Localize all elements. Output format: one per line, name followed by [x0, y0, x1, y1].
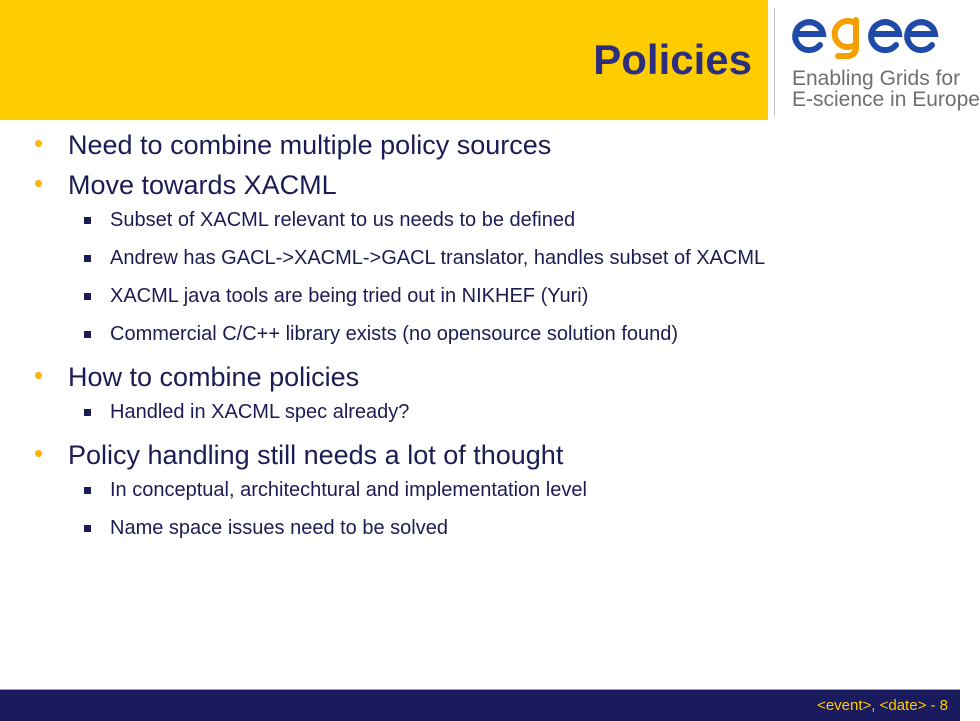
sub-bullet-text: Handled in XACML spec already?	[110, 401, 410, 423]
square-bullet-icon	[84, 409, 91, 416]
sub-bullet-text: Andrew has GACL->XACML->GACL translator, handles subset of XACML	[110, 247, 766, 269]
sub-bullet-item	[34, 400, 910, 425]
sub-bullet-item	[34, 322, 910, 347]
bullet-text: Policy handling still needs a lot of thought	[68, 440, 564, 470]
sub-bullet-item	[34, 246, 910, 271]
bullet-dot-icon: •	[34, 168, 44, 198]
slide-content	[34, 128, 934, 554]
bullet-item	[34, 360, 934, 394]
bullet-item	[34, 168, 934, 202]
footer-bar	[0, 689, 960, 721]
logo-tagline-line2: E-science in Europe	[792, 88, 980, 111]
sub-bullet-text: Commercial C/C++ library exists (no opensource solution found)	[110, 323, 679, 345]
bullet-item	[34, 438, 934, 472]
square-bullet-icon	[84, 255, 91, 262]
sub-bullet-text: XACML java tools are being tried out in NIKHEF (Yuri)	[110, 285, 589, 307]
sub-bullet-list	[34, 400, 934, 425]
sub-bullet-item	[34, 478, 910, 503]
sub-bullet-list	[34, 478, 934, 541]
bullet-text: How to combine policies	[68, 362, 360, 392]
bullet-dot-icon: •	[34, 128, 44, 158]
page-title: Policies	[593, 36, 752, 83]
sub-bullet-item	[34, 208, 910, 233]
sub-bullet-text: Subset of XACML relevant to us needs to be defined	[110, 209, 576, 231]
title-band	[0, 0, 768, 120]
square-bullet-icon	[84, 331, 91, 338]
sub-bullet-list	[34, 208, 934, 347]
egee-wordmark-icon	[792, 10, 942, 62]
logo-tagline-line1: Enabling Grids for	[792, 67, 961, 90]
sub-bullet-text: In conceptual, architechtural and implementation level	[110, 479, 587, 501]
bullet-item	[34, 128, 934, 162]
bullet-dot-icon: •	[34, 438, 44, 468]
square-bullet-icon	[84, 525, 91, 532]
bullet-text: Need to combine multiple policy sources	[68, 130, 552, 160]
sub-bullet-text: Name space issues need to be solved	[110, 517, 448, 539]
square-bullet-icon	[84, 293, 91, 300]
sub-bullet-item	[34, 516, 910, 541]
footer-event-date-page: <event>, <date> - 8	[817, 697, 948, 714]
square-bullet-icon	[84, 217, 91, 224]
square-bullet-icon	[84, 487, 91, 494]
bullet-dot-icon: •	[34, 360, 44, 390]
egee-logo	[768, 0, 980, 120]
logo-divider	[774, 8, 775, 116]
sub-bullet-item	[34, 284, 910, 309]
bullet-text: Move towards XACML	[68, 170, 337, 200]
